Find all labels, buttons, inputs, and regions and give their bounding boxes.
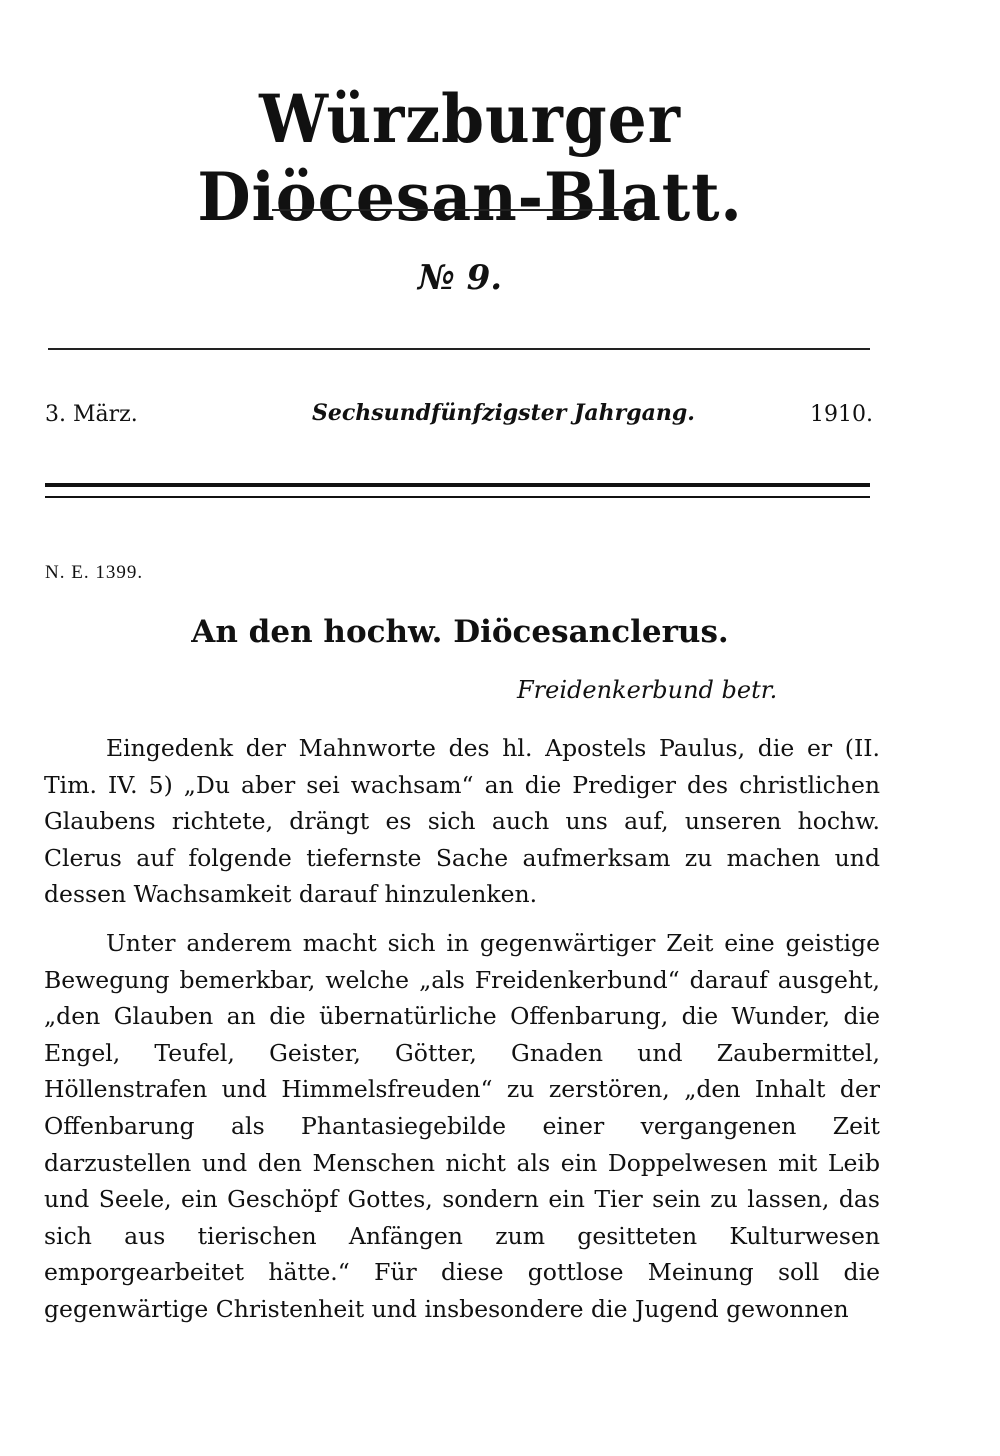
issue-year: 1910. — [810, 402, 873, 427]
article-headline: An den hochw. Diöcesanclerus. — [191, 614, 729, 650]
volume-label: Sechsundfünfzigster Jahrgang. — [312, 400, 695, 426]
divider-rule — [48, 348, 870, 350]
divider-rule — [272, 209, 636, 211]
article-subject: Freidenkerbund betr. — [517, 676, 778, 704]
paragraph: Eingedenk der Mahnworte des hl. Apostels Paulus, die er (II. Tim. IV. 5) „Du aber sei wachsam“ an die Prediger des christlichen Glaubens richtete, drängt es sich auch uns auf, unseren hochw. Clerus auf folgende tiefernste Sache aufmerksam zu machen und dessen Wachsamkeit darauf hinzulenken. — [44, 734, 880, 909]
dateline — [45, 398, 873, 438]
article-body — [44, 730, 880, 1328]
issue-number: № 9. — [417, 258, 503, 298]
reference-number: N. E. 1399. — [45, 562, 144, 583]
masthead-title: Würzburger Diöcesan-Blatt. — [197, 80, 743, 236]
issue-date: 3. März. — [45, 402, 138, 427]
paragraph: Unter anderem macht sich in gegenwärtiger Zeit eine geistige Bewegung bemerkbar, welche „als Freidenkerbund“ darauf ausgeht, „den Glauben an die übernatürliche Offenbarung, die Wunder, die Engel, Teufel, Geister, Götter, Gnaden und Zaubermittel, Höllenstrafen und Himmelsfreuden“ zu zerstören, „den Inhalt der Offenbarung als Phantasiegebilde einer vergangenen Zeit darzustellen und den Menschen nicht als ein Doppelwesen mit Leib und Seele, ein Geschöpf Gottes, sondern ein Tier sein zu lassen, das sich aus tierischen Anfängen zum gesitteten Kulturwesen emporgearbeitet hätte.“ Für diese gottlose Meinung soll die gegenwärtige Christenheit und insbesondere die Jugend gewonnen — [44, 928, 880, 1323]
double-divider-rule — [45, 483, 870, 498]
